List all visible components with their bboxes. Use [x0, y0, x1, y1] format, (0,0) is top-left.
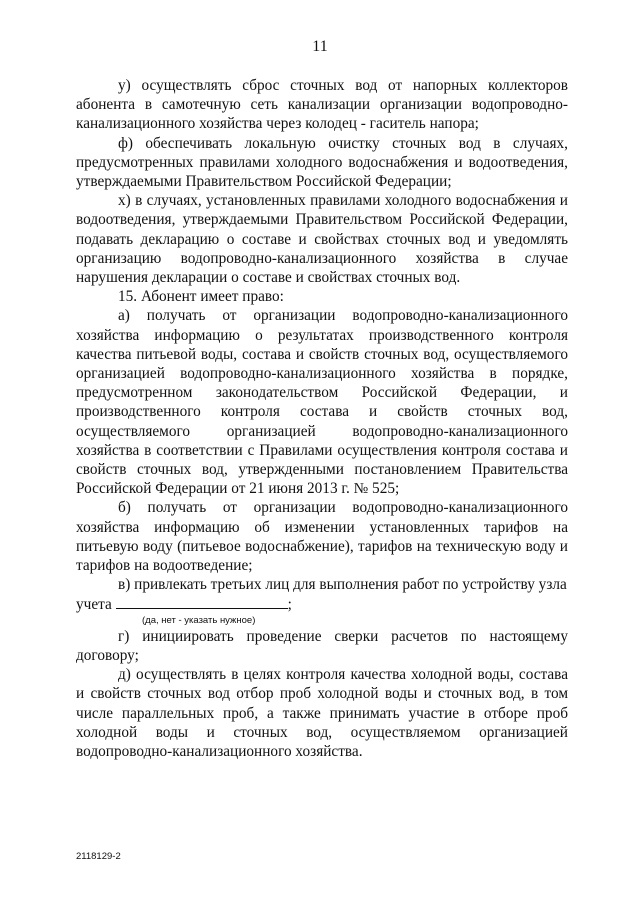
- fill-in-blank[interactable]: [116, 594, 288, 609]
- paragraph-v-continuation: [76, 594, 568, 614]
- meter-label: учета: [76, 596, 112, 614]
- paragraph-v: в) привлекать третьих лиц для выполнения работ по устройству узла: [118, 576, 567, 594]
- paragraph-d: д) осуществлять в целях контроля качества холодной воды, состава и свойств сточных вод отбор проб холодной воды и сточных вод, в том числе параллельных проб, а также принимать участие в отборе проб холодной воды и сточных вод, осуществляемом организацией водопроводно-канализационного хозяйства.: [76, 666, 568, 760]
- page-number: 11: [312, 38, 328, 55]
- document-body: [76, 76, 568, 761]
- paragraph-f: ф) обеспечивать локальную очистку сточных вод в случаях, предусмотренных правилами холодного водоснабжения и водоотведения, утверждаемыми Правительством Российской Федерации;: [76, 134, 568, 191]
- paragraph-u: у) осуществлять сброс сточных вод от напорных коллекторов абонента в самотечную сеть канализации организации водопроводно-канализационного хозяйства через колодец - гаситель напора;: [76, 77, 568, 133]
- paragraph-a: а) получать от организации водопроводно-канализационного хозяйства информацию о результатах производственного контроля качества питьевой воды, состава и свойств сточных вод, осуществляемого организацией водопроводно-канализационного хозяйства в порядке, предусмотренном законодательством Российской Федерации, и производственного контроля состава и свойств сточных вод, осуществляемого организацией водопроводно-канализационного хозяйства в соответствии с Правилами осуществления контроля состава и свойств сточных вод, утвержденными постановлением Правительства Российской Федерации от 21 июня 2013 г. № 525;: [76, 307, 568, 498]
- paragraph-b: б) получать от организации водопроводно-канализационного хозяйства информацию об изменении установленных тарифов на питьевую воду (питьевое водоснабжение), тарифов на техническую воду и тарифов на водоотведение;: [76, 499, 568, 575]
- paragraph-15-heading: 15. Абонент имеет право:: [118, 288, 284, 306]
- paragraph-g: г) инициировать проведение сверки расчетов по настоящему договору;: [76, 627, 568, 664]
- fill-in-hint: (да, нет - указать нужное): [142, 614, 256, 626]
- document-code: 2118129-2: [76, 851, 121, 862]
- semicolon: ;: [287, 596, 292, 614]
- paragraph-kh: х) в случаях, установленных правилами холодного водоснабжения и водоотведения, утверждаемыми Правительством Российской Федерации, подавать декларацию о составе и свойствах сточных вод и уведомлять организацию водопроводно-канализационного хозяйства в случае нарушения декларации о составе и свойствах сточных вод.: [76, 192, 568, 287]
